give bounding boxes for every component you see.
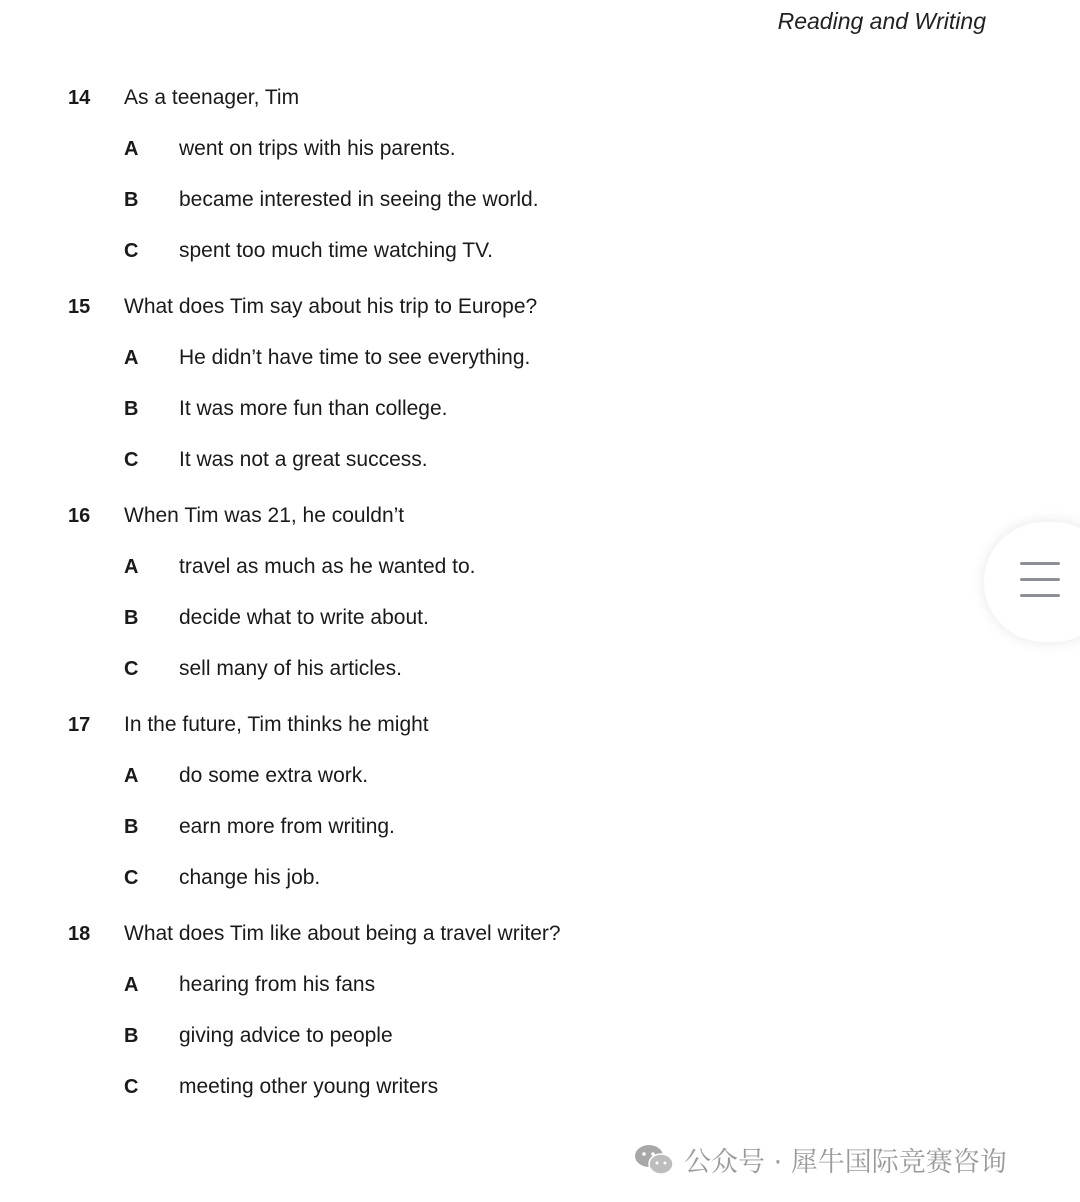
question-text: When Tim was 21, he couldn’t (124, 504, 405, 527)
option-text: became interested in seeing the world. (179, 188, 539, 211)
question-stem (68, 295, 868, 331)
option-letter: C (124, 1076, 139, 1098)
option-text: do some extra work. (179, 764, 369, 787)
option-b[interactable] (68, 606, 868, 642)
option-text: He didn’t have time to see everything. (179, 346, 531, 369)
question-text: In the future, Tim thinks he might (124, 713, 429, 736)
page-header-title: Reading and Writing (777, 8, 986, 34)
option-letter: B (124, 1025, 139, 1047)
question-number: 18 (68, 923, 91, 945)
option-letter: A (124, 765, 139, 787)
option-text: meeting other young writers (179, 1075, 439, 1098)
question-17 (68, 713, 868, 902)
option-text: It was not a great success. (179, 448, 428, 471)
floating-menu-button[interactable] (984, 522, 1080, 642)
question-stem (68, 713, 868, 749)
option-letter: A (124, 556, 139, 578)
wechat-icon (634, 1143, 674, 1177)
option-text: spent too much time watching TV. (179, 239, 494, 262)
option-letter: B (124, 816, 139, 838)
option-a[interactable] (68, 764, 868, 800)
option-a[interactable] (68, 346, 868, 382)
option-b[interactable] (68, 188, 868, 224)
option-c[interactable] (68, 448, 868, 484)
option-text: sell many of his articles. (179, 657, 402, 680)
option-a[interactable] (68, 555, 868, 591)
option-letter: C (124, 658, 139, 680)
option-letter: B (124, 607, 139, 629)
option-letter: A (124, 974, 139, 996)
option-letter: B (124, 189, 139, 211)
option-text: hearing from his fans (179, 973, 376, 996)
option-text: decide what to write about. (179, 606, 429, 629)
question-text: As a teenager, Tim (124, 86, 300, 109)
question-number: 17 (68, 714, 91, 736)
question-number: 15 (68, 296, 91, 318)
question-number: 14 (68, 87, 91, 109)
question-16 (68, 504, 868, 693)
option-a[interactable] (68, 973, 868, 1009)
option-c[interactable] (68, 866, 868, 902)
option-text: It was more fun than college. (179, 397, 448, 420)
question-15 (68, 295, 868, 484)
option-text: giving advice to people (179, 1024, 393, 1047)
question-text: What does Tim like about being a travel writer? (124, 922, 561, 945)
option-letter: C (124, 449, 139, 471)
option-letter: C (124, 867, 139, 889)
option-b[interactable] (68, 397, 868, 433)
question-number: 16 (68, 505, 91, 527)
question-stem (68, 504, 868, 540)
option-text: went on trips with his parents. (179, 137, 456, 160)
option-b[interactable] (68, 815, 868, 851)
option-b[interactable] (68, 1024, 868, 1060)
option-letter: A (124, 347, 139, 369)
question-list (68, 86, 868, 1131)
watermark (634, 1140, 1007, 1179)
watermark-text: 公众号 · 犀牛国际竞赛咨询 (684, 1147, 1007, 1178)
option-text: change his job. (179, 866, 321, 889)
question-stem (68, 86, 868, 122)
question-18 (68, 922, 868, 1111)
option-letter: B (124, 398, 139, 420)
option-letter: C (124, 240, 139, 262)
option-c[interactable] (68, 1075, 868, 1111)
option-text: travel as much as he wanted to. (179, 555, 476, 578)
option-a[interactable] (68, 137, 868, 173)
option-text: earn more from writing. (179, 815, 395, 838)
question-14 (68, 86, 868, 275)
hamburger-menu-icon (1020, 562, 1060, 596)
question-text: What does Tim say about his trip to Europe? (124, 295, 538, 318)
option-c[interactable] (68, 239, 868, 275)
question-stem (68, 922, 868, 958)
option-c[interactable] (68, 657, 868, 693)
option-letter: A (124, 138, 139, 160)
